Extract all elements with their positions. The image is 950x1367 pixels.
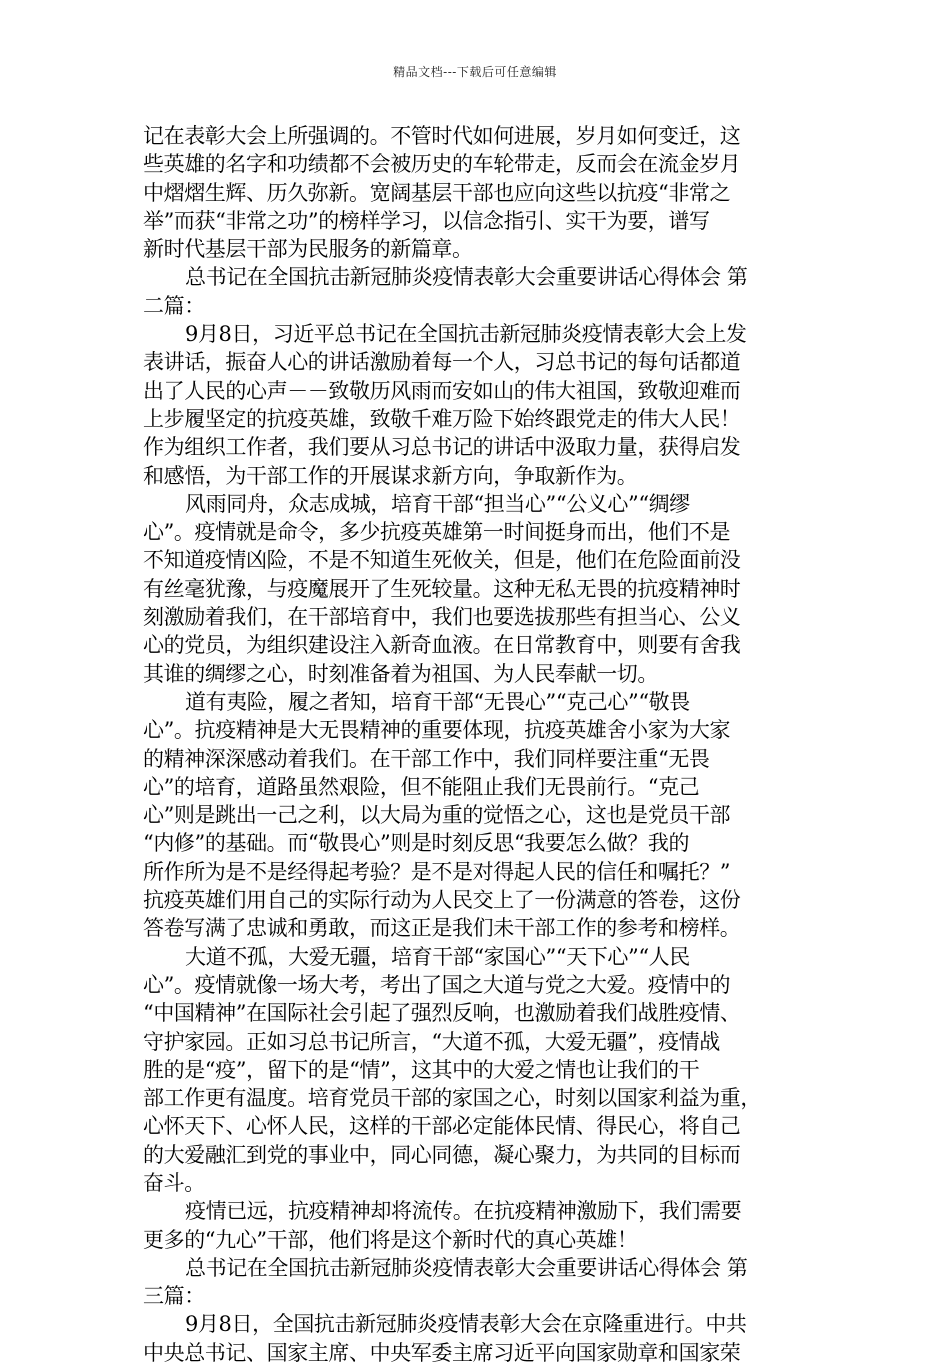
text-line: 表讲话，振奋人心的讲话激励着每一个人，习总书记的每句话都道 [143,350,741,375]
text-line: 所作所为是不是经得起考验？是不是对得起人民的信任和嘱托？” [143,859,731,884]
section-heading [143,263,813,320]
text-line: 疫情已远，抗疫精神却将流传。在抗疫精神激励下，我们需要 [185,1199,742,1224]
text-line: 刻激励着我们，在干部培育中，我们也要选拔那些有担当心、公义 [143,605,741,630]
text-line: 总书记在全国抗击新冠肺炎疫情表彰大会重要讲话心得体会 第 [185,1255,748,1280]
section-heading [143,1254,813,1311]
text-line: 新时代基层干部为民服务的新篇章。 [143,237,473,262]
text-line: 有丝毫犹豫，与疫魔展开了生死较量。这种无私无畏的抗疫精神时 [143,576,741,601]
text-line: 心”的培育，道路虽然艰险，但不能阻止我们无畏前行。“克己 [143,774,700,799]
text-line: 心”则是跳出一己之利，以大局为重的觉悟之心，这也是党员干部 [143,803,731,828]
text-line: 心”。疫情就像一场大考，考出了国之大道与党之大爱。疫情中的 [143,972,731,997]
paragraph [143,688,813,943]
text-line: 二篇： [143,293,205,318]
text-line: 其谁的绸缪之心，时刻准备着为祖国、为人民奉献一切。 [143,661,658,686]
text-line: 心的党员，为组织建设注入新奇血液。在日常教育中，则要有舍我 [143,633,741,658]
text-line: 记在表彰大会上所强调的。不管时代如何进展，岁月如何变迁，这 [143,124,741,148]
text-line: 和感悟，为干部工作的开展谋求新方向，争取新作为。 [143,463,638,488]
text-line: 心”。抗疫精神是大无畏精神的重要体现，抗疫英雄舍小家为大家 [143,718,731,743]
paragraph [143,320,813,490]
page-header: 精品文档---下载后可任意编辑 [393,65,557,79]
text-line: 更多的“九心”干部，他们将是这个新时代的真心英雄！ [143,1227,638,1252]
text-line: 答卷写满了忠诚和勇敢，而这正是我们未干部工作的参考和榜样。 [143,916,741,941]
paragraph [143,1197,813,1254]
paragraph [143,490,813,688]
paragraph [143,122,813,263]
text-line: “内修”的基础。而“敬畏心”则是时刻反思“我要怎么做？我的 [143,831,690,856]
text-line: 心怀天下、心怀人民，这样的干部必定能体民情、得民心，将自己 [143,1114,741,1139]
text-line: 三篇： [143,1284,205,1309]
document-body [143,122,813,1367]
text-line: 的精神深深感动着我们。在干部工作中，我们同样要注重“无畏 [143,746,710,771]
text-line: 举”而获“非常之功”的榜样学习，以信念指引、实干为要，谱写 [143,208,710,233]
text-line: 道有夷险，履之者知，培育干部“无畏心”“克己心”“敬畏 [185,689,690,714]
text-line: 不知道疫情凶险，不是不知道生死攸关，但是，他们在危险面前没 [143,548,741,573]
paragraph [143,943,813,1198]
text-line: 风雨同舟，众志成城，培育干部“担当心”“公义心”“绸缪 [185,491,690,516]
text-line: 大道不孤，大爱无疆，培育干部“家国心”“天下心”“人民 [185,944,690,969]
text-line: 些英雄的名字和功绩都不会被历史的车轮带走，反而会在流金岁月 [143,152,741,177]
text-line: 作为组织工作者，我们要从习总书记的讲话中汲取力量，获得启发 [143,435,741,460]
text-line: 9月8日，全国抗击新冠肺炎疫情表彰大会在京隆重进行。中共 [185,1312,747,1337]
paragraph [143,1310,813,1367]
text-line: 的大爱融汇到党的事业中，同心同德，凝心聚力，为共同的目标而 [143,1142,741,1167]
text-line: 中熠熠生辉、历久弥新。宽阔基层干部也应向这些以抗疫“非常之 [143,180,731,205]
text-line: 出了人民的心声－－致敬历风雨而安如山的伟大祖国，致敬迎难而 [143,378,741,403]
text-line: 总书记在全国抗击新冠肺炎疫情表彰大会重要讲话心得体会 第 [185,265,748,290]
text-line: “中国精神”在国际社会引起了强烈反响，也激励着我们战胜疫情、 [143,1001,741,1026]
text-line: 中央总书记、国家主席、中央军委主席习近平向国家勋章和国家荣 [143,1340,741,1365]
text-line: 心”。疫情就是命令，多少抗疫英雄第一时间挺身而出，他们不是 [143,520,731,545]
text-line: 奋斗。 [143,1170,205,1195]
text-line: 守护家园。正如习总书记所言，“大道不孤，大爱无疆”，疫情战 [143,1029,720,1054]
text-line: 部工作更有温度。培育党员干部的家国之心，时刻以国家利益为重， [143,1086,761,1111]
text-line: 胜的是“疫”，留下的是“情”，这其中的大爱之情也让我们的干 [143,1057,700,1082]
text-line: 9月8日，习近平总书记在全国抗击新冠肺炎疫情表彰大会上发 [185,322,747,347]
text-line: 抗疫英雄们用自己的实际行动为人民交上了一份满意的答卷，这份 [143,888,741,913]
text-line: 上步履坚定的抗疫英雄，致敬千难万险下始终跟党走的伟大人民！ [143,406,741,431]
